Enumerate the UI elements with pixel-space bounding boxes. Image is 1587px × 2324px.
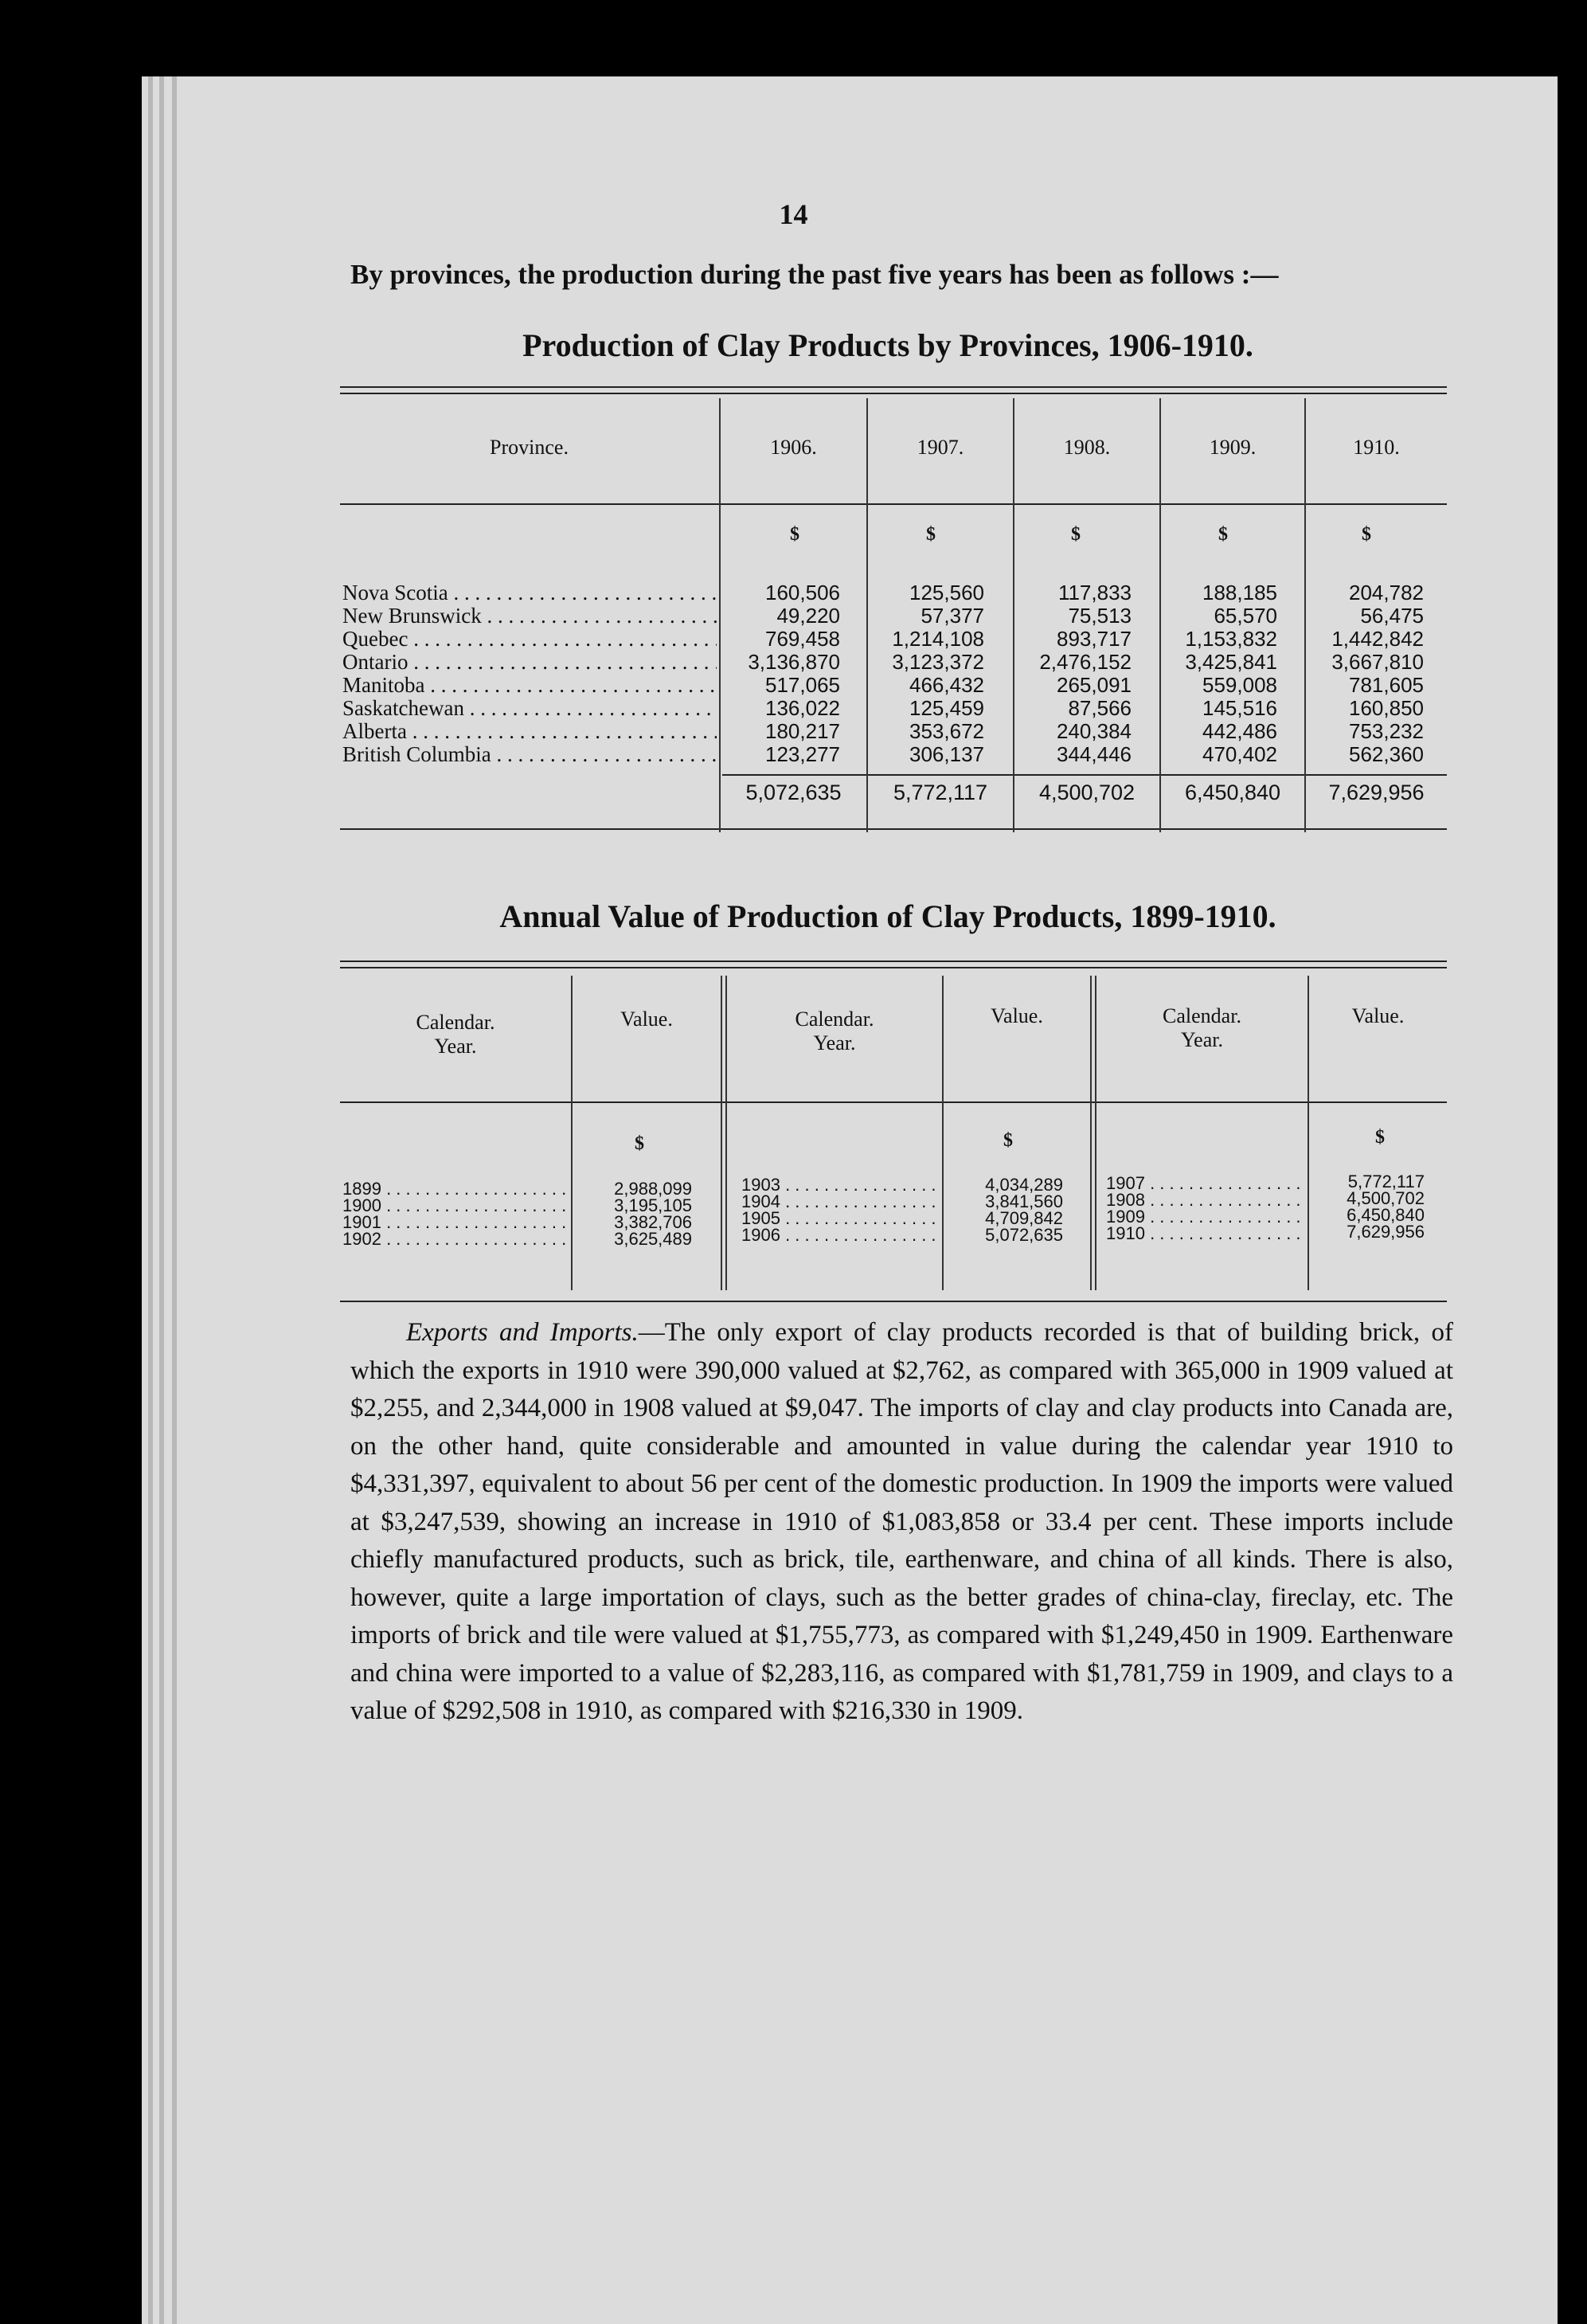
calendar-year-header [340,1011,571,1058]
table-cell: 75,513 [1068,604,1132,628]
table-cell: 3,123,372 [892,650,984,674]
page-edge [159,76,164,2324]
table-cell: 49,220 [776,604,840,628]
header-line: Calendar. [795,1007,874,1031]
value-column [1309,1173,1425,1240]
table-cell: 2,988,099 [614,1179,692,1199]
currency-sign: $ [926,524,936,545]
province-name: Quebec . . . [342,628,717,651]
table-cell: 470,402 [1202,742,1277,766]
table-cell: 265,091 [1057,673,1132,697]
table-cell: 3,425,841 [1185,650,1277,674]
value-column [944,1176,1063,1243]
column-divider [721,976,722,1290]
table-cell: 781,605 [1349,673,1424,697]
table-cell: 3,195,105 [614,1195,692,1215]
page-edge [148,76,153,2324]
value-column [573,1180,692,1247]
table-cell: 306,137 [909,742,984,766]
year-header: 1910. [1353,436,1400,459]
calendar-year: 1905 . . . [741,1210,940,1227]
calendar-year: 1903 . . . [741,1176,940,1193]
table-cell: 56,475 [1360,604,1424,628]
table-cell: 893,717 [1057,627,1132,651]
value-header: Value. [1351,1004,1405,1027]
total-cell: 5,072,635 [745,781,842,804]
province-name: Alberta . . . [342,720,717,743]
calendar-year: 1909 . . . [1106,1208,1305,1225]
table-cell: 769,458 [765,627,840,651]
table-cell: 442,486 [1202,719,1277,743]
table-cell: 180,217 [765,719,840,743]
currency-sign: $ [790,524,799,545]
table-cell: 136,022 [765,696,840,720]
year-column [342,1180,569,1247]
values-1909 [1161,581,1277,766]
table-cell: 562,360 [1349,742,1424,766]
calendar-year: 1899 . . . [342,1180,569,1197]
header-line: Year. [1181,1028,1223,1051]
calendar-year: 1904 . . . [741,1193,940,1210]
table-cell: 5,072,635 [985,1225,1063,1245]
currency-sign: $ [1375,1127,1385,1148]
values-1910 [1306,581,1424,766]
calendar-year: 1901 . . . [342,1214,569,1230]
year-header: 1908. [1063,436,1111,459]
currency-sign: $ [635,1133,644,1154]
calendar-year-header [727,1007,942,1055]
table1-province-production [340,382,1447,852]
calendar-year-header [1096,1004,1308,1052]
table-cell: 117,833 [1057,581,1132,604]
table-cell: 4,709,842 [985,1208,1063,1228]
year-column [1106,1175,1305,1242]
table-cell: 466,432 [909,673,984,697]
calendar-year: 1908 . . . [1106,1191,1305,1208]
province-name: New Brunswick . . . [342,604,717,628]
province-name: British Columbia . . . [342,743,717,766]
province-header: Province. [490,436,569,459]
values-1908 [1014,581,1132,766]
table-cell: 3,136,870 [748,650,840,674]
page-number: 14 [779,198,808,230]
value-header: Value. [991,1004,1043,1027]
header-line: Calendar. [416,1011,495,1034]
values-1906 [721,581,840,766]
exports-imports-paragraph [350,1314,1453,1731]
total-cell: 7,629,956 [1328,781,1425,804]
currency-sign: $ [1071,524,1081,545]
calendar-year: 1906 . . . [741,1227,940,1243]
table-cell: 65,570 [1214,604,1277,628]
table-cell: 160,506 [765,581,840,604]
table-cell: 517,065 [765,673,840,697]
year-column [741,1176,940,1243]
table-cell: 2,476,152 [1039,650,1132,674]
table2-title: Annual Value of Production of Clay Products, 1899-1910. [499,898,1276,934]
table-cell: 7,629,956 [1347,1222,1425,1242]
table-cell: 3,841,560 [985,1191,1063,1211]
calendar-year: 1900 . . . [342,1197,569,1214]
table-cell: 344,446 [1057,742,1132,766]
table-cell: 160,850 [1349,696,1424,720]
calendar-year: 1910 . . . [1106,1225,1305,1242]
table-cell: 3,625,489 [614,1229,692,1249]
table-cell: 1,153,832 [1185,627,1277,651]
table-cell: 125,560 [909,581,984,604]
values-1907 [868,581,984,766]
province-name: Manitoba . . . [342,674,717,697]
table-cell: 5,772,117 [1347,1172,1425,1191]
intro-sentence: By provinces, the production during the past five years has been as follows :— [350,259,1279,290]
table-cell: 204,782 [1349,581,1424,604]
table-cell: 87,566 [1068,696,1132,720]
table-cell: 4,500,702 [1347,1188,1425,1208]
header-line: Year. [813,1031,856,1054]
calendar-year: 1902 . . . [342,1230,569,1247]
table-cell: 188,185 [1202,581,1277,604]
paragraph-lead: Exports and Imports. [406,1318,639,1347]
table2-annual-value [340,960,1447,1318]
table-cell: 559,008 [1202,673,1277,697]
table-cell: 57,377 [921,604,984,628]
total-cell: 6,450,840 [1184,781,1281,804]
year-header: 1907. [917,436,964,459]
table-cell: 353,672 [909,719,984,743]
table-cell: 753,232 [1349,719,1424,743]
header-line: Calendar. [1163,1004,1241,1027]
year-header: 1906. [770,436,817,459]
year-header: 1909. [1209,436,1257,459]
table-cell: 3,667,810 [1331,650,1424,674]
total-cell: 5,772,117 [893,781,988,804]
table-cell: 145,516 [1202,696,1277,720]
province-name: Ontario . . . [342,651,717,674]
paragraph-text: —The only export of clay products recorded is that of building brick, of which the exports in 1910 were 390,000 valued at $2,762, as compared with 365,000 in 1909 valued at $2,255, and 2,344,000 in 1908 valued at $9,047. The imports of clay and clay products into Canada are, on the other hand, quite considerable and amounted in value during the calendar year 1910 to $4,331,397, equivalent to about 56 per cent of the domestic production. In 1909 the imports were valued at $3,247,539, showing an increase in 1910 of $1,083,858 or 33.4 per cent. These imports include chiefly manufactured products, such as brick, tile, earthenware, and china of all kinds. There is also, however, quite a large importation of clays, such as the better grades of china-clay, fireclay, etc. The imports of brick and tile were valued at $1,755,773, as compared with $1,249,450 in 1909. Earthenware and china were imported to a value of $2,283,116, as compared with $1,781,759 in 1909, and clays to a value of $292,508 in 1910, as compared with $216,330 in 1909. [350,1318,1453,1725]
currency-sign: $ [1218,524,1228,545]
total-cell: 4,500,702 [1038,781,1136,804]
header-line: Year. [434,1035,477,1058]
currency-sign: $ [1003,1130,1013,1151]
table1-title: Production of Clay Products by Provinces, 1906-1910. [522,327,1253,363]
page-edge [172,76,177,2324]
table-cell: 3,382,706 [614,1212,692,1232]
table-cell: 240,384 [1057,719,1132,743]
table-cell: 6,450,840 [1347,1205,1425,1225]
province-names [342,581,717,766]
table-cell: 123,277 [765,742,840,766]
value-header: Value. [620,1007,673,1031]
calendar-year: 1907 . . . [1106,1175,1305,1191]
table-cell: 4,034,289 [985,1175,1063,1195]
province-name: Saskatchewan . . . [342,697,717,720]
province-name: Nova Scotia . . . [342,581,717,604]
column-divider [1090,976,1092,1290]
currency-sign: $ [1362,524,1371,545]
table-cell: 1,214,108 [892,627,984,651]
table-cell: 125,459 [909,696,984,720]
table-cell: 1,442,842 [1331,627,1424,651]
